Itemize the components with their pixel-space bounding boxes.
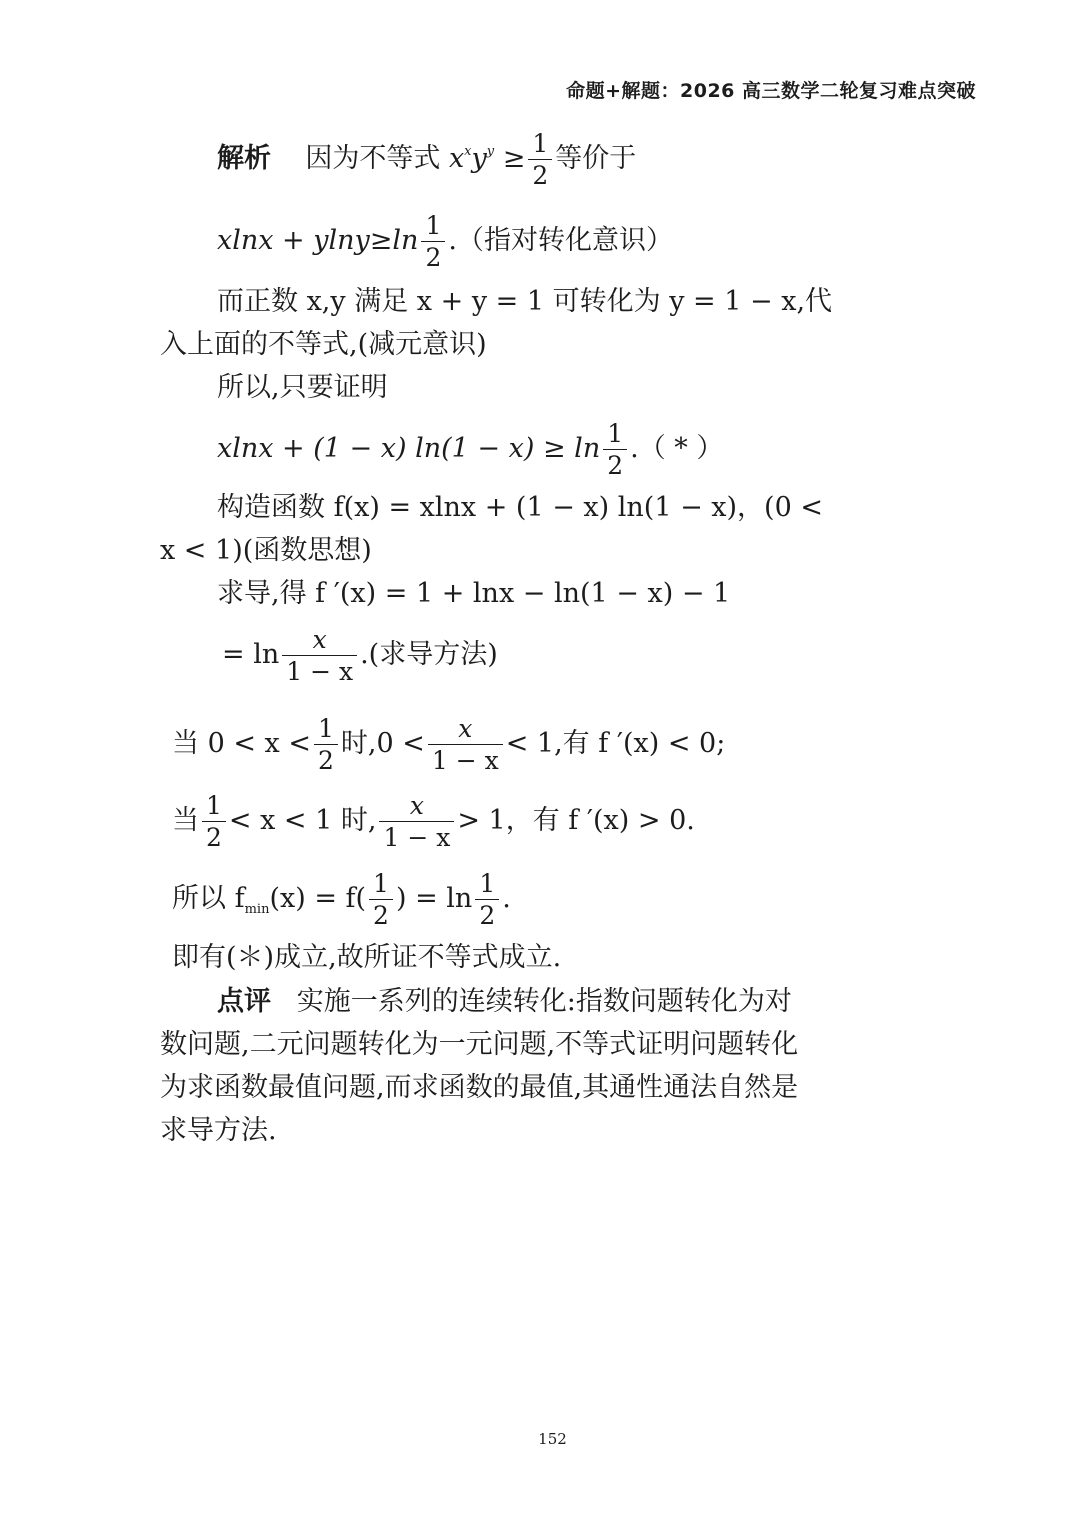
line-13: 所以 $f_{min}(x) = f$( $\frac{1}{2}$ ) = ln $\frac{1}{2}$ . xyxy=(172,869,511,930)
fraction-half: $\frac{1}{2}$ xyxy=(603,420,627,479)
fraction-x-over-1-minus-x: $\frac{x}{1 - x}$ xyxy=(282,626,357,685)
line1-end: 等价于 xyxy=(555,143,637,174)
fraction-half: $\frac{1}{2}$ xyxy=(202,792,226,851)
line-1 xyxy=(217,130,636,189)
line6-tag: .（ * ） xyxy=(630,433,724,464)
line-8: x < 1)(函数思想) xyxy=(160,535,372,566)
ineq-x: x xyxy=(448,143,465,174)
running-header: 命题+解题：2026 高三数学二轮复习难点突破 xyxy=(566,80,976,102)
ineq-sup-y: y xyxy=(486,144,495,159)
ineq-rel: ≥ xyxy=(502,143,526,174)
line2-expr: xlnx + ylny≥ln xyxy=(217,225,419,256)
line-7: 构造函数 f(x) = xlnx + (1 − x) ln(1 − x)，(0 < xyxy=(217,492,823,523)
line1-text: 因为不等式 xyxy=(305,143,441,174)
line10-note: .(求导方法) xyxy=(360,639,498,670)
line-10 xyxy=(222,626,498,685)
fraction-half: $\frac{1}{2}$ xyxy=(369,870,393,929)
comment-paragraph xyxy=(160,980,800,1152)
solution-heading: 解析 xyxy=(217,143,271,174)
line10-pre: = ln xyxy=(222,639,280,670)
ineq-y: y xyxy=(471,143,487,174)
ineq-sup-x: x xyxy=(464,144,472,159)
fraction-half: $\frac{1}{2}$ xyxy=(421,212,445,271)
line-6 xyxy=(217,420,723,479)
line-9: 求导,得 f ′(x) = 1 + lnx − ln(1 − x) − 1 xyxy=(217,578,731,609)
fraction-half: $\frac{1}{2}$ xyxy=(314,715,338,774)
comment-text: 实施一系列的连续转化:指数问题转化为对数问题,二元问题转化为一元问题,不等式证明问题转化为求函数最值问题,而求函数的最值,其通性通法自然是求导方法. xyxy=(160,986,799,1146)
fraction-x-over-1-minus-x: $\frac{x}{1 - x}$ xyxy=(428,715,503,774)
comment-heading: 点评 xyxy=(217,986,271,1017)
line-3: 而正数 x,y 满足 x + y = 1 可转化为 y = 1 − x,代 xyxy=(217,286,833,317)
fraction-x-over-1-minus-x: $\frac{x}{1 - x}$ xyxy=(379,792,454,851)
line-12: 当 $\frac{1}{2}$ < x < 1 时, $\frac{x}{1 - x}$ > 1，有 f ′(x) > 0. xyxy=(172,791,695,852)
line6-expr: xlnx + (1 − x) ln(1 − x) ≥ ln xyxy=(217,433,601,464)
line2-note: .（指对转化意识） xyxy=(448,225,673,256)
line-11: 当 0 < x < $\frac{1}{2}$ 时,0 < $\frac{x}{1 - x}$ < 1,有 f ′(x) < 0; xyxy=(172,714,726,775)
line-2 xyxy=(217,212,673,271)
line-14: 即有(＊)成立,故所证不等式成立. xyxy=(172,942,562,973)
fraction-half: $\frac{1}{2}$ xyxy=(475,870,499,929)
fraction-half: $\frac{1}{2}$ xyxy=(528,130,552,189)
line-4: 入上面的不等式,(减元意识) xyxy=(160,329,487,360)
line-5: 所以,只要证明 xyxy=(217,372,388,403)
page-number: 152 xyxy=(538,1430,567,1448)
